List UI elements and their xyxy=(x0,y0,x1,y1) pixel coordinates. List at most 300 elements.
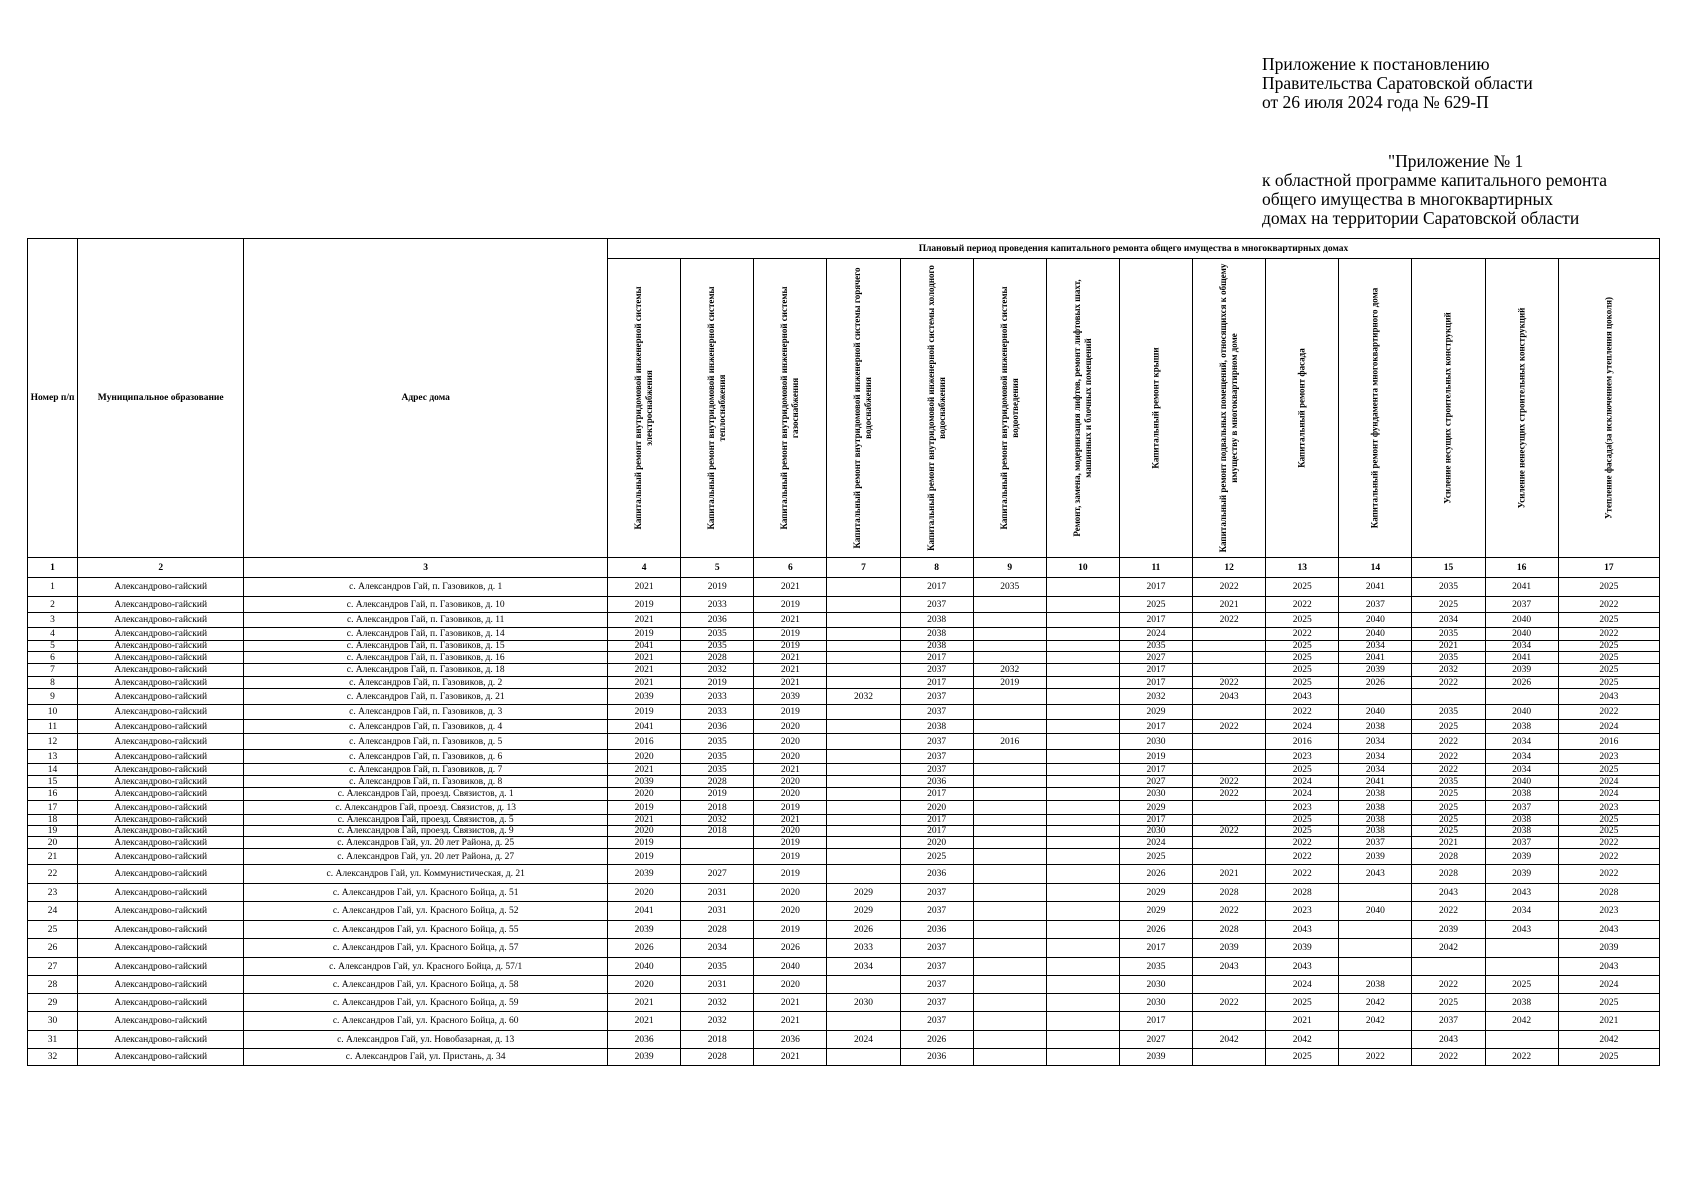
year-cell: 2039 xyxy=(1339,849,1412,865)
year-cell: 2019 xyxy=(608,705,681,720)
year-cell: 2032 xyxy=(1119,689,1192,705)
year-cell: 2020 xyxy=(754,776,827,788)
work-column-header xyxy=(1412,259,1485,558)
plan-period-header: Плановый период проведения капитального ремонта общего имущества в многоквартирных домах xyxy=(608,239,1660,259)
year-cell: 2019 xyxy=(754,597,827,613)
year-cell xyxy=(1046,1012,1119,1031)
year-cell: 2028 xyxy=(1193,921,1266,939)
row-number-cell: 1 xyxy=(28,578,78,597)
year-cell: 2035 xyxy=(1412,578,1485,597)
year-cell xyxy=(1046,939,1119,958)
year-cell: 2039 xyxy=(1485,865,1558,884)
municipality-cell: Александрово-гайский xyxy=(78,884,244,902)
table-row xyxy=(28,628,1660,641)
year-cell xyxy=(1046,652,1119,664)
col-address-header: Адрес дома xyxy=(244,239,608,558)
year-cell: 2036 xyxy=(900,1049,973,1066)
table-row xyxy=(28,764,1660,776)
year-cell: 2040 xyxy=(1485,776,1558,788)
year-cell: 2024 xyxy=(1558,776,1659,788)
year-cell: 2036 xyxy=(608,1031,681,1049)
year-cell: 2017 xyxy=(900,815,973,826)
year-cell: 2022 xyxy=(1412,734,1485,750)
year-cell: 2032 xyxy=(681,994,754,1012)
municipality-cell: Александрово-гайский xyxy=(78,921,244,939)
year-cell: 2038 xyxy=(1485,826,1558,837)
year-cell: 2041 xyxy=(608,902,681,921)
year-cell: 2019 xyxy=(754,705,827,720)
year-cell: 2029 xyxy=(1119,801,1192,815)
year-cell: 2043 xyxy=(1485,921,1558,939)
year-cell xyxy=(973,939,1046,958)
year-cell xyxy=(973,815,1046,826)
work-column-label: Капитальный ремонт внутридомовой инженерной системы водоотведения xyxy=(998,286,1020,530)
column-number-cell: 6 xyxy=(754,558,827,578)
year-cell: 2039 xyxy=(608,776,681,788)
address-cell: с. Александров Гай, п. Газовиков, д. 15 xyxy=(244,641,608,652)
year-cell xyxy=(827,734,900,750)
year-cell xyxy=(1046,734,1119,750)
year-cell: 2017 xyxy=(1119,815,1192,826)
work-column-label: Капитальный ремонт внутридомовой инженерной системы газоснабжения xyxy=(779,286,801,530)
address-cell: с. Александров Гай, п. Газовиков, д. 18 xyxy=(244,664,608,677)
year-cell: 2022 xyxy=(1193,788,1266,801)
work-column-header xyxy=(754,259,827,558)
year-cell: 2019 xyxy=(754,921,827,939)
year-cell: 2042 xyxy=(1339,1012,1412,1031)
year-cell: 2025 xyxy=(1558,578,1659,597)
municipality-cell: Александрово-гайский xyxy=(78,764,244,776)
year-cell xyxy=(827,764,900,776)
year-cell: 2041 xyxy=(608,720,681,734)
year-cell: 2020 xyxy=(608,976,681,994)
year-cell: 2018 xyxy=(681,826,754,837)
year-cell: 2021 xyxy=(1266,1012,1339,1031)
year-cell: 2035 xyxy=(1412,628,1485,641)
year-cell: 2020 xyxy=(900,801,973,815)
year-cell xyxy=(1046,994,1119,1012)
year-cell: 2038 xyxy=(1339,815,1412,826)
year-cell: 2025 xyxy=(1412,826,1485,837)
row-number-cell: 10 xyxy=(28,705,78,720)
year-cell: 2022 xyxy=(1193,994,1266,1012)
year-cell: 2021 xyxy=(1193,597,1266,613)
row-number-cell: 15 xyxy=(28,776,78,788)
year-cell: 2022 xyxy=(1558,849,1659,865)
year-cell: 2025 xyxy=(1412,788,1485,801)
year-cell xyxy=(1485,958,1558,976)
year-cell: 2025 xyxy=(1412,720,1485,734)
year-cell: 2042 xyxy=(1266,1031,1339,1049)
municipality-cell: Александрово-гайский xyxy=(78,677,244,689)
year-cell: 2026 xyxy=(754,939,827,958)
year-cell: 2025 xyxy=(1266,815,1339,826)
year-cell xyxy=(1046,1031,1119,1049)
year-cell: 2028 xyxy=(681,776,754,788)
year-cell xyxy=(1046,578,1119,597)
row-number-cell: 23 xyxy=(28,884,78,902)
year-cell: 2035 xyxy=(681,958,754,976)
table-row xyxy=(28,1049,1660,1066)
year-cell: 2022 xyxy=(1558,597,1659,613)
year-cell: 2026 xyxy=(1119,865,1192,884)
column-number-cell: 15 xyxy=(1412,558,1485,578)
municipality-cell: Александрово-гайский xyxy=(78,705,244,720)
work-column-header xyxy=(1193,259,1266,558)
year-cell: 2034 xyxy=(1412,613,1485,628)
year-cell: 2019 xyxy=(608,849,681,865)
year-cell xyxy=(973,801,1046,815)
year-cell: 2025 xyxy=(1266,641,1339,652)
year-cell xyxy=(1339,958,1412,976)
row-number-cell: 27 xyxy=(28,958,78,976)
year-cell xyxy=(1193,815,1266,826)
address-cell: с. Александров Гай, ул. 20 лет Района, д. 27 xyxy=(244,849,608,865)
year-cell xyxy=(973,994,1046,1012)
year-cell: 2041 xyxy=(1485,652,1558,664)
year-cell: 2037 xyxy=(900,764,973,776)
year-cell xyxy=(973,689,1046,705)
table-row xyxy=(28,776,1660,788)
municipality-cell: Александрово-гайский xyxy=(78,902,244,921)
municipality-cell: Александрово-гайский xyxy=(78,837,244,849)
year-cell: 2021 xyxy=(608,1012,681,1031)
year-cell: 2035 xyxy=(681,641,754,652)
year-cell: 2040 xyxy=(1339,613,1412,628)
year-cell: 2025 xyxy=(1412,801,1485,815)
address-cell: с. Александров Гай, п. Газовиков, д. 21 xyxy=(244,689,608,705)
year-cell: 2042 xyxy=(1485,1012,1558,1031)
year-cell xyxy=(973,641,1046,652)
year-cell xyxy=(973,776,1046,788)
year-cell xyxy=(827,628,900,641)
year-cell: 2037 xyxy=(900,705,973,720)
year-cell: 2035 xyxy=(1412,705,1485,720)
year-cell: 2025 xyxy=(1558,641,1659,652)
year-cell: 2031 xyxy=(681,902,754,921)
year-cell: 2025 xyxy=(1558,826,1659,837)
municipality-cell: Александрово-гайский xyxy=(78,664,244,677)
year-cell: 2038 xyxy=(1485,994,1558,1012)
year-cell: 2017 xyxy=(1119,939,1192,958)
year-cell xyxy=(1193,976,1266,994)
year-cell: 2028 xyxy=(1193,884,1266,902)
work-column-header xyxy=(973,259,1046,558)
work-column-label: Капитальный ремонт внутридомовой инженерной системы теплоснабжения xyxy=(706,286,728,530)
address-cell: с. Александров Гай, п. Газовиков, д. 6 xyxy=(244,750,608,764)
table-row xyxy=(28,664,1660,677)
address-cell: с. Александров Гай, п. Газовиков, д. 2 xyxy=(244,677,608,689)
year-cell: 2037 xyxy=(1485,837,1558,849)
year-cell: 2039 xyxy=(608,1049,681,1066)
year-cell: 2033 xyxy=(681,689,754,705)
year-cell: 2030 xyxy=(1119,734,1192,750)
address-cell: с. Александров Гай, ул. Новобазарная, д. 13 xyxy=(244,1031,608,1049)
municipality-cell: Александрово-гайский xyxy=(78,865,244,884)
year-cell: 2038 xyxy=(900,628,973,641)
year-cell: 2038 xyxy=(1485,788,1558,801)
column-number-cell: 2 xyxy=(78,558,244,578)
program-line-3: общего имущества в многоквартирных xyxy=(1262,189,1553,209)
table-row xyxy=(28,1031,1660,1049)
address-cell: с. Александров Гай, п. Газовиков, д. 8 xyxy=(244,776,608,788)
year-cell xyxy=(973,613,1046,628)
year-cell: 2017 xyxy=(1119,764,1192,776)
year-cell: 2025 xyxy=(1119,597,1192,613)
year-cell: 2028 xyxy=(1558,884,1659,902)
year-cell: 2030 xyxy=(1119,994,1192,1012)
year-cell: 2016 xyxy=(608,734,681,750)
table-row xyxy=(28,734,1660,750)
year-cell: 2025 xyxy=(1412,815,1485,826)
year-cell xyxy=(827,1012,900,1031)
year-cell: 2039 xyxy=(608,865,681,884)
work-column-label: Капитальный ремонт внутридомовой инженерной системы электроснабжения xyxy=(633,286,655,530)
year-cell xyxy=(973,1031,1046,1049)
row-number-cell: 21 xyxy=(28,849,78,865)
year-cell: 2019 xyxy=(754,837,827,849)
year-cell: 2022 xyxy=(1558,628,1659,641)
year-cell: 2037 xyxy=(1339,837,1412,849)
work-column-label: Капитальный ремонт внутридомовой инженерной системы холодного водоснабжения xyxy=(925,265,947,551)
address-cell: с. Александров Гай, ул. Красного Бойца, д. 58 xyxy=(244,976,608,994)
year-cell: 2017 xyxy=(900,677,973,689)
work-column-label: Капитальный ремонт фундамента многоквартирного дома xyxy=(1369,287,1380,529)
year-cell xyxy=(827,705,900,720)
row-number-cell: 11 xyxy=(28,720,78,734)
address-cell: с. Александров Гай, ул. Красного Бойца, д. 55 xyxy=(244,921,608,939)
row-number-cell: 28 xyxy=(28,976,78,994)
year-cell: 2022 xyxy=(1412,902,1485,921)
year-cell: 2020 xyxy=(754,826,827,837)
year-cell: 2019 xyxy=(608,628,681,641)
year-cell xyxy=(973,1049,1046,1066)
address-cell: с. Александров Гай, п. Газовиков, д. 1 xyxy=(244,578,608,597)
year-cell: 2035 xyxy=(681,750,754,764)
year-cell: 2021 xyxy=(608,578,681,597)
row-number-cell: 16 xyxy=(28,788,78,801)
table-row xyxy=(28,705,1660,720)
year-cell: 2030 xyxy=(1119,788,1192,801)
table-row xyxy=(28,1012,1660,1031)
year-cell: 2019 xyxy=(754,641,827,652)
municipality-cell: Александрово-гайский xyxy=(78,750,244,764)
year-cell: 2038 xyxy=(1485,720,1558,734)
year-cell: 2037 xyxy=(900,664,973,677)
address-cell: с. Александров Гай, п. Газовиков, д. 11 xyxy=(244,613,608,628)
year-cell: 2025 xyxy=(1266,652,1339,664)
year-cell xyxy=(827,837,900,849)
capital-repair-table xyxy=(27,238,1660,1066)
year-cell xyxy=(827,613,900,628)
year-cell: 2026 xyxy=(1119,921,1192,939)
municipality-cell: Александрово-гайский xyxy=(78,597,244,613)
table-row xyxy=(28,939,1660,958)
year-cell: 2016 xyxy=(1558,734,1659,750)
year-cell: 2037 xyxy=(900,597,973,613)
appendix-line-2: Правительства Саратовской области xyxy=(1262,73,1533,93)
year-cell: 2020 xyxy=(608,750,681,764)
year-cell: 2043 xyxy=(1266,689,1339,705)
year-cell xyxy=(827,801,900,815)
year-cell: 2025 xyxy=(1266,677,1339,689)
column-number-cell: 12 xyxy=(1193,558,1266,578)
year-cell: 2020 xyxy=(754,734,827,750)
year-cell: 2020 xyxy=(754,884,827,902)
year-cell: 2020 xyxy=(608,826,681,837)
year-cell: 2025 xyxy=(1558,994,1659,1012)
year-cell: 2017 xyxy=(1119,677,1192,689)
column-number-cell: 5 xyxy=(681,558,754,578)
address-cell: с. Александров Гай, проезд. Связистов, д. 1 xyxy=(244,788,608,801)
work-column-header xyxy=(1339,259,1412,558)
municipality-cell: Александрово-гайский xyxy=(78,994,244,1012)
work-column-header xyxy=(681,259,754,558)
municipality-cell: Александрово-гайский xyxy=(78,849,244,865)
table-row xyxy=(28,613,1660,628)
year-cell xyxy=(1339,689,1412,705)
address-cell: с. Александров Гай, проезд. Связистов, д. 5 xyxy=(244,815,608,826)
year-cell: 2025 xyxy=(1119,849,1192,865)
year-cell: 2039 xyxy=(1266,939,1339,958)
year-cell: 2025 xyxy=(1266,1049,1339,1066)
year-cell: 2026 xyxy=(1339,677,1412,689)
year-cell: 2022 xyxy=(1193,776,1266,788)
work-column-header xyxy=(1266,259,1339,558)
year-cell: 2039 xyxy=(1485,849,1558,865)
row-number-cell: 4 xyxy=(28,628,78,641)
year-cell xyxy=(973,597,1046,613)
year-cell: 2023 xyxy=(1266,902,1339,921)
year-cell: 2037 xyxy=(900,689,973,705)
year-cell: 2019 xyxy=(754,865,827,884)
year-cell: 2040 xyxy=(1339,902,1412,921)
municipality-cell: Александрово-гайский xyxy=(78,826,244,837)
year-cell: 2033 xyxy=(681,597,754,613)
year-cell: 2037 xyxy=(1339,597,1412,613)
year-cell: 2030 xyxy=(1119,976,1192,994)
year-cell: 2031 xyxy=(681,884,754,902)
column-number-cell: 17 xyxy=(1558,558,1659,578)
year-cell: 2035 xyxy=(1412,776,1485,788)
year-cell: 2025 xyxy=(1558,664,1659,677)
year-cell: 2038 xyxy=(1339,788,1412,801)
year-cell xyxy=(1193,750,1266,764)
year-cell xyxy=(827,776,900,788)
year-cell xyxy=(973,1012,1046,1031)
year-cell: 2021 xyxy=(754,815,827,826)
year-cell xyxy=(1046,815,1119,826)
row-number-cell: 7 xyxy=(28,664,78,677)
program-line-1: "Приложение № 1 xyxy=(1388,151,1524,171)
address-cell: с. Александров Гай, ул. Красного Бойца, д. 52 xyxy=(244,902,608,921)
address-cell: с. Александров Гай, ул. Красного Бойца, д. 57/1 xyxy=(244,958,608,976)
year-cell: 2037 xyxy=(900,1012,973,1031)
col-municipality-header: Муниципальное образование xyxy=(78,239,244,558)
row-number-cell: 22 xyxy=(28,865,78,884)
year-cell: 2025 xyxy=(1558,815,1659,826)
year-cell: 2032 xyxy=(681,815,754,826)
address-cell: с. Александров Гай, ул. Красного Бойца, д. 59 xyxy=(244,994,608,1012)
column-number-cell: 14 xyxy=(1339,558,1412,578)
year-cell: 2040 xyxy=(1485,705,1558,720)
year-cell: 2028 xyxy=(1412,865,1485,884)
year-cell xyxy=(1412,689,1485,705)
year-cell: 2035 xyxy=(681,628,754,641)
row-number-cell: 6 xyxy=(28,652,78,664)
year-cell: 2016 xyxy=(973,734,1046,750)
year-cell: 2026 xyxy=(1485,677,1558,689)
year-cell: 2019 xyxy=(754,801,827,815)
year-cell: 2022 xyxy=(1558,705,1659,720)
year-cell: 2034 xyxy=(1485,734,1558,750)
year-cell xyxy=(1193,1012,1266,1031)
year-cell: 2019 xyxy=(608,801,681,815)
year-cell: 2023 xyxy=(1266,750,1339,764)
year-cell xyxy=(1339,1031,1412,1049)
year-cell: 2024 xyxy=(1558,976,1659,994)
year-cell: 2021 xyxy=(1193,865,1266,884)
col-number-header: Номер п/п xyxy=(28,239,78,558)
year-cell: 2020 xyxy=(900,837,973,849)
year-cell: 2021 xyxy=(1412,641,1485,652)
municipality-cell: Александрово-гайский xyxy=(78,578,244,597)
year-cell: 2019 xyxy=(1119,750,1192,764)
year-cell xyxy=(1193,1049,1266,1066)
program-line-2: к областной программе капитального ремонта xyxy=(1262,170,1608,190)
year-cell xyxy=(973,764,1046,776)
year-cell: 2042 xyxy=(1339,994,1412,1012)
year-cell xyxy=(1046,837,1119,849)
year-cell: 2040 xyxy=(1485,628,1558,641)
year-cell: 2027 xyxy=(1119,776,1192,788)
year-cell xyxy=(1193,849,1266,865)
year-cell: 2037 xyxy=(1485,597,1558,613)
year-cell: 2030 xyxy=(827,994,900,1012)
year-cell: 2016 xyxy=(1266,734,1339,750)
row-number-cell: 12 xyxy=(28,734,78,750)
year-cell: 2022 xyxy=(1266,597,1339,613)
work-column-label: Капитальный ремонт крыши xyxy=(1150,347,1161,469)
table-row xyxy=(28,902,1660,921)
year-cell xyxy=(1046,849,1119,865)
year-cell xyxy=(973,720,1046,734)
year-cell xyxy=(1046,664,1119,677)
municipality-cell: Александрово-гайский xyxy=(78,801,244,815)
year-cell xyxy=(1046,1049,1119,1066)
year-cell: 2024 xyxy=(1558,720,1659,734)
year-cell: 2019 xyxy=(973,677,1046,689)
year-cell xyxy=(1046,884,1119,902)
year-cell: 2038 xyxy=(1339,801,1412,815)
year-cell xyxy=(827,720,900,734)
address-cell: с. Александров Гай, п. Газовиков, д. 7 xyxy=(244,764,608,776)
row-number-cell: 13 xyxy=(28,750,78,764)
year-cell: 2034 xyxy=(1485,764,1558,776)
year-cell xyxy=(973,750,1046,764)
year-cell: 2021 xyxy=(754,677,827,689)
year-cell: 2035 xyxy=(1412,652,1485,664)
year-cell: 2034 xyxy=(1339,641,1412,652)
row-number-cell: 5 xyxy=(28,641,78,652)
table-row xyxy=(28,884,1660,902)
year-cell: 2043 xyxy=(1412,1031,1485,1049)
year-cell xyxy=(973,826,1046,837)
year-cell: 2022 xyxy=(1558,865,1659,884)
year-cell xyxy=(1193,705,1266,720)
year-cell: 2037 xyxy=(900,750,973,764)
year-cell xyxy=(827,826,900,837)
